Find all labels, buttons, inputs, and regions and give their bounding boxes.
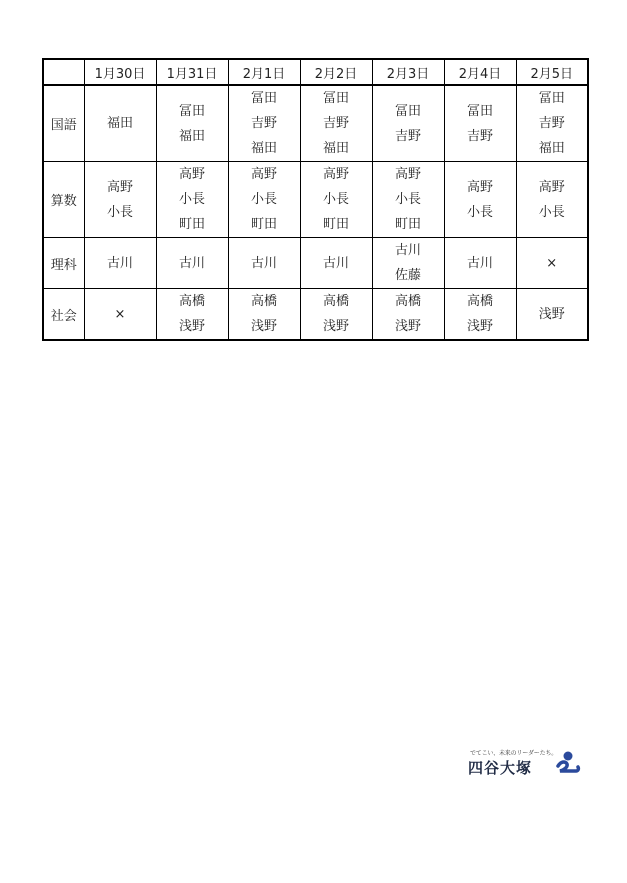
logo-tagline: でてこい、未来のリーダーたち。 [470,750,558,757]
teacher-name: 福田 [538,141,565,156]
teacher-name: 古川 [250,255,277,271]
teacher-name: 高橋 [322,294,349,309]
table-cell [228,238,300,289]
teacher-name: 福田 [322,141,349,156]
date-header: 2月2日 [300,59,372,85]
table-cell [300,162,372,238]
teacher-name: 高野 [322,167,349,182]
table-cell [300,289,372,341]
table-cell [156,238,228,289]
teacher-name: 浅野 [466,319,493,334]
logo-mark-icon [554,750,582,776]
teacher-name: 高橋 [250,294,277,309]
teacher-name: 小長 [538,204,565,220]
teacher-name: 佐藤 [394,268,421,283]
teacher-name: 浅野 [178,319,205,334]
teacher-name: 高橋 [394,294,421,309]
teacher-name: 浅野 [538,306,565,322]
table-cell [444,238,516,289]
teacher-name: 浅野 [322,319,349,334]
teacher-name: 高橋 [178,294,205,309]
table-cell [516,162,588,238]
teacher-name: 小長 [394,192,421,207]
teacher-name: 古川 [466,255,493,271]
teacher-name: 古川 [178,255,205,271]
date-header: 1月31日 [156,59,228,85]
subject-label: 理科 [43,238,84,289]
teacher-name: 高野 [178,167,205,182]
subject-label: 社会 [43,289,84,341]
table-cell [228,289,300,341]
teacher-name: 古川 [322,255,349,271]
date-header: 2月3日 [372,59,444,85]
header-row [43,59,588,85]
teacher-name: 冨田 [466,103,493,119]
logo-wordmark: 四谷大塚 [468,759,533,777]
teacher-name: 町田 [394,217,421,232]
no-class-mark: × [114,306,126,322]
date-header: 2月1日 [228,59,300,85]
table-cell [156,162,228,238]
table-cell [228,85,300,162]
table-cell [444,85,516,162]
teacher-name: 冨田 [322,91,349,106]
table-cell [516,238,588,289]
table-cell [444,162,516,238]
table-row [43,289,588,341]
date-header: 2月5日 [516,59,588,85]
teacher-name: 小長 [322,192,349,207]
teacher-name: 浅野 [394,319,421,334]
teacher-name: 吉野 [322,116,349,131]
table-cell [300,238,372,289]
teacher-name: 福田 [106,116,133,131]
teacher-name: 高橋 [466,294,493,309]
table-cell [228,162,300,238]
table-cell [156,289,228,341]
subject-label: 国語 [43,85,84,162]
table-row [43,238,588,289]
table-cell [84,162,156,238]
table-cell [372,162,444,238]
table-cell [444,289,516,341]
table-cell [300,85,372,162]
teacher-name: 小長 [178,192,205,207]
teacher-name: 高野 [538,179,565,195]
table-cell [372,238,444,289]
teacher-name: 高野 [106,179,133,195]
date-header: 2月4日 [444,59,516,85]
table-cell [84,85,156,162]
teacher-name: 福田 [250,141,277,156]
table-cell [372,85,444,162]
teacher-name: 町田 [178,217,205,232]
teacher-name: 古川 [394,243,421,258]
teacher-name: 高野 [250,167,277,182]
teacher-name: 町田 [322,217,349,232]
schedule-table [42,58,589,341]
table-cell [372,289,444,341]
table-cell [516,289,588,341]
table-row [43,162,588,238]
teacher-name: 町田 [250,217,277,232]
no-class-mark: × [546,255,558,271]
corner-cell [43,59,84,85]
teacher-name: 冨田 [178,103,205,119]
teacher-name: 高野 [466,179,493,195]
teacher-name: 古川 [106,255,133,271]
teacher-name: 吉野 [538,116,565,131]
teacher-name: 小長 [250,192,277,207]
yotsuya-otsuka-logo [466,748,584,778]
teacher-name: 冨田 [538,91,565,106]
teacher-name: 高野 [394,167,421,182]
date-header: 1月30日 [84,59,156,85]
table-cell [156,85,228,162]
teacher-name: 吉野 [394,128,421,144]
teacher-name: 吉野 [466,128,493,144]
teacher-name: 小長 [106,204,133,220]
subject-label: 算数 [43,162,84,238]
table-cell [84,289,156,341]
table-cell [84,238,156,289]
table-cell [516,85,588,162]
teacher-name: 福田 [178,128,205,144]
teacher-name: 冨田 [394,103,421,119]
teacher-name: 小長 [466,204,493,220]
table-row [43,85,588,162]
teacher-name: 吉野 [250,116,277,131]
teacher-name: 冨田 [250,91,277,106]
teacher-name: 浅野 [250,319,277,334]
